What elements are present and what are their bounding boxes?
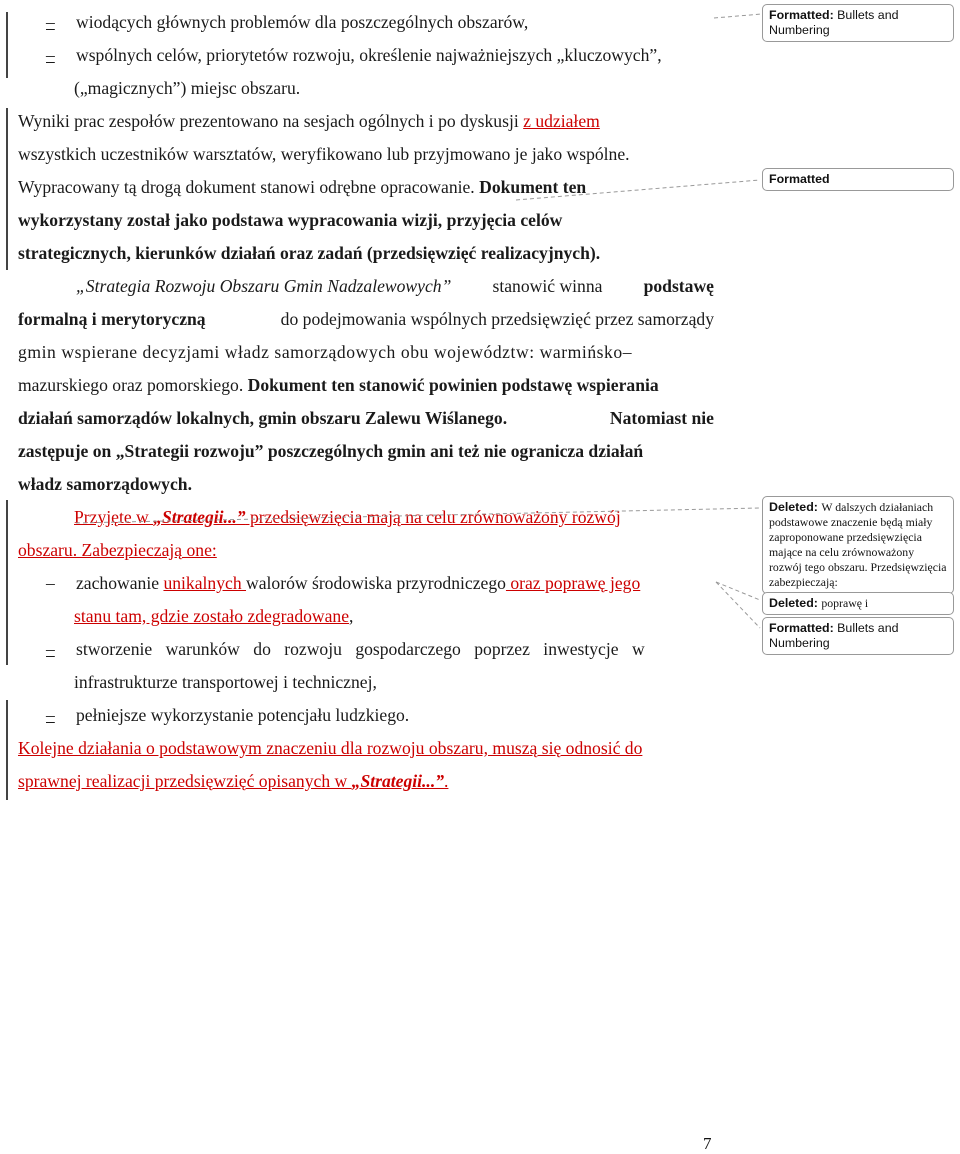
text-line: działań samorządów lokalnych, gmin obszaru Zalewu Wiślanego. Natomiast nie [18, 408, 714, 428]
text-line: Wypracowany tą drogą dokument stanowi odrębne opracowanie. Dokument ten [18, 177, 587, 197]
bullet-line: – zachowanie unikalnych walorów środowiska przyrodniczego oraz poprawę jego [18, 567, 714, 600]
change-bar [6, 700, 8, 800]
bullet-line: – wiodących głównych problemów dla poszczególnych obszarów, [18, 6, 714, 39]
comment-balloon-deleted[interactable]: Deleted: W dalszych działaniach podstawowe znaczenie będą miały zaproponowane przedsięwzięcia mające na celu zrównoważony rozwój tego obszaru. Przedsięwzięcia zabezpieczają: [762, 496, 954, 594]
bullet-line: – pełniejsze wykorzystanie potencjału ludzkiego. [18, 699, 714, 732]
text-line: infrastrukturze transportowej i technicznej, [74, 672, 377, 692]
page-number: 7 [703, 1134, 712, 1153]
text-line: („magicznych”) miejsc obszaru. [74, 78, 301, 98]
bullet-dash: – [46, 705, 55, 725]
connector-line [714, 14, 762, 18]
bullet-dash: – [46, 639, 55, 659]
bullet-dash: – [46, 12, 55, 32]
bullet-dash: – [46, 45, 55, 65]
text-line: wszystkich uczestników warsztatów, weryfikowano lub przyjmowano je jako wspólne. [18, 144, 630, 164]
change-bar [6, 108, 8, 270]
inserted-paragraph: Kolejne działania o podstawowym znaczeniu dla rozwoju obszaru, muszą się odnosić do [18, 738, 643, 758]
inserted-paragraph: sprawnej realizacji przedsięwzięć opisanych w „Strategii...”. [18, 771, 449, 791]
inserted-paragraph: obszaru. Zabezpieczają one: [18, 540, 217, 560]
bullet-line: – wspólnych celów, priorytetów rozwoju, określenie najważniejszych „kluczowych”, [18, 39, 714, 72]
text-line: wykorzystany został jako podstawa wypracowania wizji, przyjęcia celów [18, 210, 563, 230]
comment-balloon-formatted[interactable]: Formatted: Bullets and Numbering [762, 617, 954, 655]
bullet-line: – stworzenie warunków do rozwoju gospodarczego poprzez inwestycje w [18, 633, 714, 666]
text-line: stanu tam, gdzie zostało zdegradowane, [74, 606, 354, 626]
text-line: władz samorządowych. [18, 474, 192, 494]
change-bar [6, 500, 8, 665]
comment-balloon-formatted[interactable]: Formatted: Bullets and Numbering [762, 4, 954, 42]
text-line: gmin wspierane decyzjami władz samorządowych obu województw: warmińsko– [18, 342, 633, 362]
text-line: formalną i merytoryczną do podejmowania wspólnych przedsięwzięć przez samorządy [18, 309, 714, 329]
connector-line [716, 582, 760, 628]
text-line: „Strategia Rozwoju Obszaru Gmin Nadzalewowych” stanowić winna podstawę [76, 276, 714, 296]
text-line: strategicznych, kierunków działań oraz zadań (przedsięwzięć realizacyjnych). [18, 243, 601, 263]
inserted-text: z udziałem [523, 111, 600, 131]
connector-line [716, 582, 760, 600]
change-bar [6, 12, 8, 78]
comment-balloon-deleted[interactable]: Deleted: poprawę i [762, 592, 954, 615]
inserted-paragraph: Przyjęte w „Strategii...” przedsięwzięcia mają na celu zrównoważony rozwój [74, 507, 621, 527]
document-body [18, 6, 714, 798]
text-line: mazurskiego oraz pomorskiego. Dokument ten stanowić powinien podstawę wspierania [18, 375, 659, 395]
comment-balloon-formatted[interactable]: Formatted [762, 168, 954, 191]
text-line: zastępuje on „Strategii rozwoju” poszczególnych gmin ani też nie ogranicza działań [18, 441, 644, 461]
text-line: Wyniki prac zespołów prezentowano na sesjach ogólnych i po dyskusji z udziałem [18, 111, 600, 131]
bullet-dash: – [46, 573, 55, 593]
